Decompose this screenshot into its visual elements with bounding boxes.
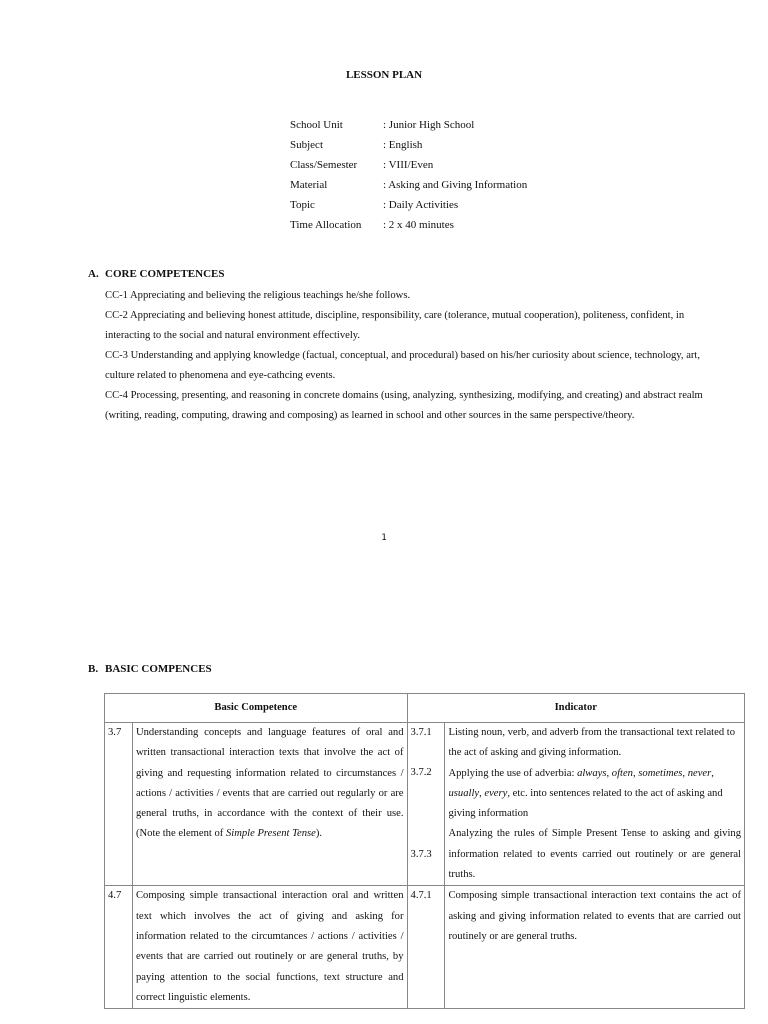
competence-emphasis: Simple Present Tense [225,828,316,840]
section-letter: A. [88,268,99,280]
indicator-item: Composing simple transactional interaction text contains the act of asking and giving information related to events that are carried out routinely or are general truths. [448,890,741,942]
info-value: : VIII/Even [383,159,434,171]
info-value: : Asking and Giving Information [383,179,528,191]
table-header-row [105,694,745,723]
core-competence-item: CC-2 Appreciating and believing honest attitude, discipline, responsibility, care (tolerance, mutual cooperation), politeness, confident, in interacting to the social and natural environment effectively. [105,310,685,341]
adverb: sometimes [638,767,683,779]
core-competence-item: CC-1 Appreciating and believing the religious teachings he/she follows. [105,290,411,301]
indicator-item: Listing noun, verb, and adverb from the transactional text related to the act of asking and giving information. [448,727,736,759]
adverb: never [687,767,712,779]
section-title: BASIC COMPENCES [105,663,212,675]
competence-text [132,723,407,886]
indicator-text [445,723,745,886]
indicator-codes [407,723,445,886]
info-label: Class/Semester [290,159,358,171]
indicator-text [445,886,745,1009]
section-a-heading [88,268,225,280]
competence-code: 3.7 [105,723,133,886]
core-competence-item: CC-4 Processing, presenting, and reasoning in concrete domains (using, analyzing, synthesizing, modifying, and creating) and abstract realm (writing, reading, computing, drawing and composing) as learned in school and other sources in the same perspective/theory. [105,390,703,421]
table-row [105,886,745,1009]
indicator-code: 3.7.3 [410,848,432,860]
info-value: : Daily Activities [383,199,459,211]
core-competences-list [105,286,705,426]
basic-competences-table [104,693,745,1009]
info-label: Time Allocation [290,219,362,231]
table-row [105,723,745,886]
indicator-codes [407,886,445,1009]
info-value: : Junior High School [383,119,475,131]
competence-text-main: Understanding concepts and language features of oral and written transactional interaction texts that involve the act of giving and requesting information related to circumstances / actions / activities / events that are carried out regularly or are general truths, in accordance with the context of their use. (Note the element of [135,727,404,840]
info-value: : 2 x 40 minutes [383,219,454,231]
indicator-item: Applying the use of adverbia: always, often, sometimes, never, usually, every, etc. into sentences related to the act of asking and giving information [448,767,723,820]
page-number: 1 [381,533,387,543]
indicator-item: Analyzing the rules of Simple Present Tense to asking and giving information related to events carried out routinely or are general truths. [448,828,741,881]
core-competence-item: CC-3 Understanding and applying knowledge (factual, conceptual, and procedural) based on his/her curiosity about science, technology, art, culture related to phenomena and eye-cathcing events. [105,350,701,381]
adverb: every [484,787,508,799]
competence-text: Composing simple transactional interaction oral and written text which involves the act of giving and asking for information related to the circumtances / actions / activities / events that are carried out routinely or are general truths, by paying attention to the social functions, text structure and correct linguistic elements. [132,886,407,1009]
info-label: Subject [290,139,323,151]
header-basic-competence: Basic Competence [105,694,408,723]
header-indicator: Indicator [407,694,744,723]
indicator-code: 3.7.2 [410,767,432,779]
section-title: CORE COMPETENCES [105,268,225,280]
adverb: always [577,767,607,779]
indicator-code: 3.7.1 [410,727,432,738]
competence-code: 4.7 [105,886,133,1009]
competence-text-end: ). [315,828,323,840]
info-value: : English [383,139,423,151]
indicator-code-spacer [411,743,442,763]
info-label: School Unit [290,119,343,131]
info-label: Topic [290,199,315,211]
document-title: LESSON PLAN [345,69,423,81]
adverb: often [611,767,633,779]
section-letter: B. [88,663,99,675]
indicator-text-part: Applying the use of adverbia: [448,767,578,779]
indicator-text-part: , etc. into sentences related to the act of asking and giving information [448,787,723,820]
info-label: Material [290,179,328,191]
indicator-code: 4.7.1 [410,890,432,902]
indicator-code-spacer [411,784,442,845]
section-b-heading [88,663,212,675]
adverb: usually [448,787,480,799]
